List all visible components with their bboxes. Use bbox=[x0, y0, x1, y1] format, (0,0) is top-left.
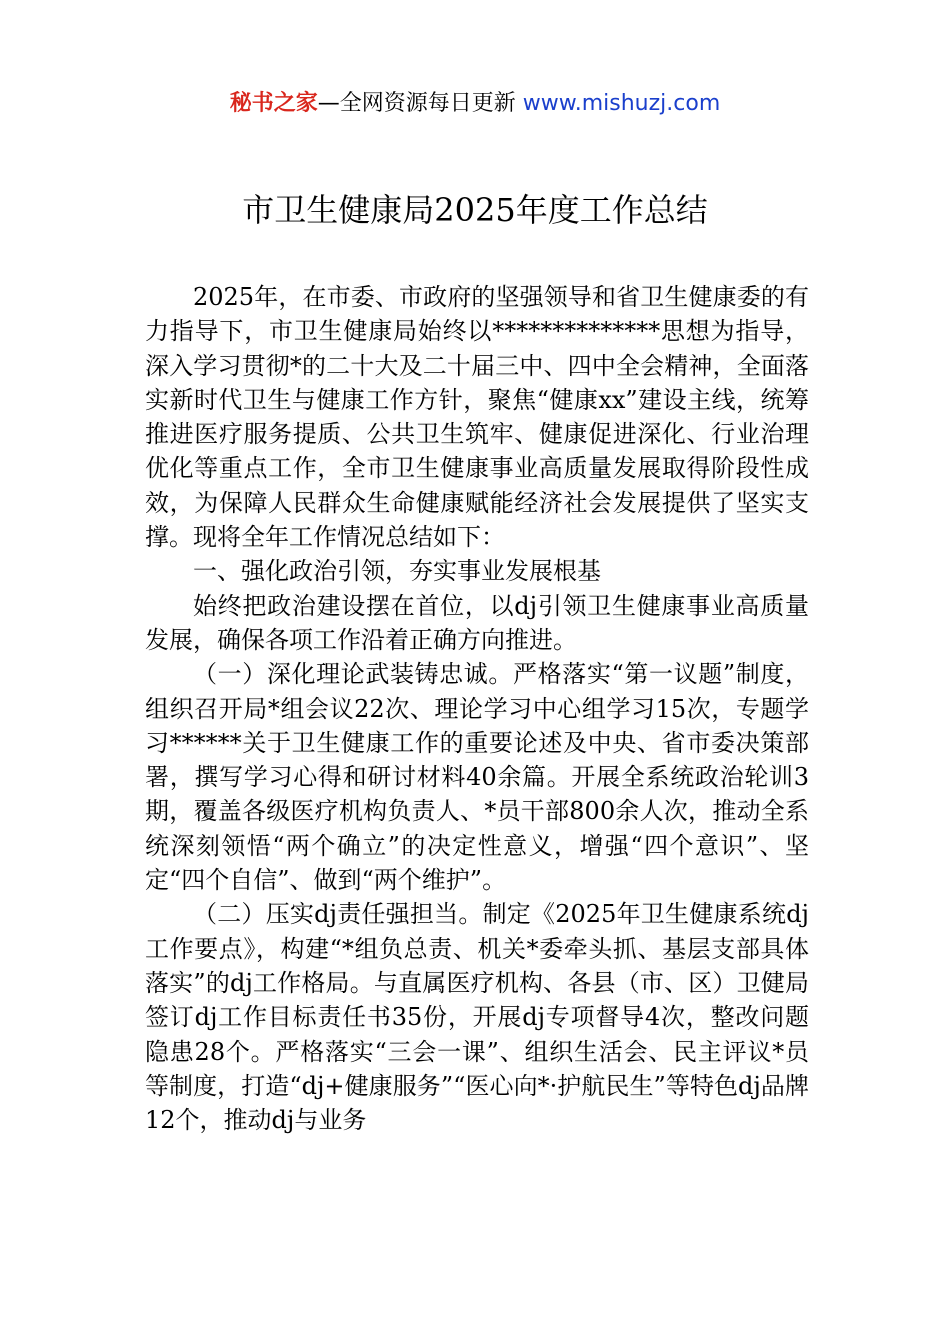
document-title: 市卫生健康局2025年度工作总结 bbox=[242, 191, 708, 229]
site-url: www.mishuzj.com bbox=[522, 91, 721, 116]
subsection-paragraph: （二）压实dj责任强担当。制定《2025年卫生健康系统dj工作要点》，构建“*组负总责、机关*委牵头抓、基层支部具体落实”的dj工作格局。与直属医疗机构、各县（市、区）卫健局签订dj工作目标责任书35份，开展dj专项督导4次，整改问题隐患28个。严格落实“三会一课”、组织生活会、民主评议*员等制度，打造“dj+健康服务”“医心向*·护航民生”等特色dj品牌12个，推动dj与业务 bbox=[145, 900, 809, 1135]
site-brand: 秘书之家 bbox=[229, 91, 318, 116]
section-intro-paragraph: 始终把政治建设摆在首位，以dj引领卫生健康事业高质量发展，确保各项工作沿着正确方向推进。 bbox=[145, 591, 809, 654]
intro-paragraph: 2025年，在市委、市政府的坚强领导和省卫生健康委的有力指导下，市卫生健康局始终以**************思想为指导，深入学习贯彻*的二十大及二十届三中、四中全会精神，全面落实新时代卫生与健康工作方针，聚焦“健康xx”建设主线，统筹推进医疗服务提质、公共卫生筑牢、健康促进深化、行业治理优化等重点工作，全市卫生健康事业高质量发展取得阶段性成效，为保障人民群众生命健康赋能经济社会发展提供了坚实支撑。现将全年工作情况总结如下： bbox=[145, 283, 809, 552]
subsection-paragraph: （一）深化理论武装铸忠诚。严格落实“第一议题”制度，组织召开局*组会议22次、理论学习中心组学习15次，专题学习******关于卫生健康工作的重要论述及中央、省市委决策部署，撰写学习心得和研讨材料40余篇。开展全系统政治轮训3期，覆盖各级医疗机构负责人、*员干部800余人次，推动全系统深刻领悟“两个确立”的决定性意义，增强“四个意识”、坚定“四个自信”、做到“两个维护”。 bbox=[145, 660, 809, 895]
section-heading: 一、强化政治引领，夯实事业发展根基 bbox=[193, 557, 601, 586]
document-body bbox=[145, 280, 809, 1137]
site-header bbox=[0, 88, 950, 120]
site-tagline: —全网资源每日更新 bbox=[317, 91, 523, 116]
